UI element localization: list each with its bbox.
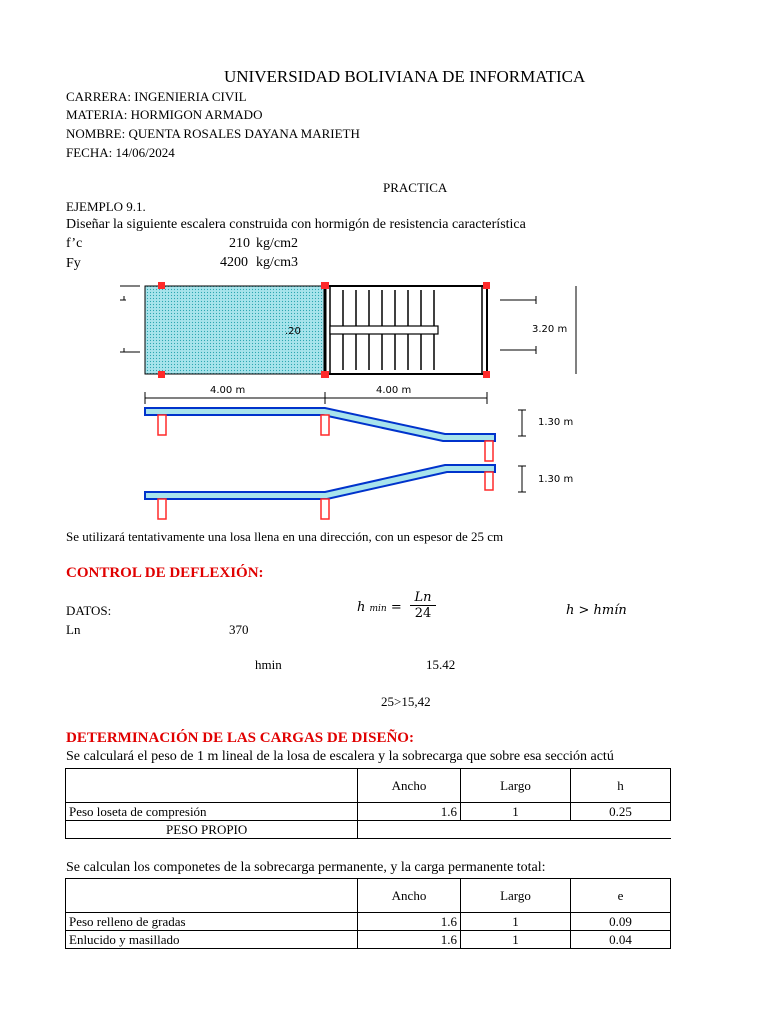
self-weight-table — [65, 768, 671, 839]
formula-hmin: h min = — [357, 600, 402, 615]
header-name: NOMBRE: QUENTA ROSALES DAYANA MARIETH — [66, 126, 360, 141]
table1-corner — [66, 769, 358, 803]
dim-plan-right: 4.00 m — [376, 385, 412, 396]
fc-unit: kg/cm2 — [256, 236, 298, 251]
fy-label: Fy — [66, 256, 81, 271]
hmin-value: 15.42 — [426, 657, 456, 672]
dim-rise-1: 1.30 m — [538, 417, 574, 428]
permanent-load-table — [65, 878, 671, 949]
dim-plan-left: 4.00 m — [210, 385, 246, 396]
dim-rise-2: 1.30 m — [538, 474, 574, 485]
university-title: UNIVERSIDAD BOLIVIANA DE INFORMATICA — [224, 67, 586, 86]
cell-ancho: 1.6 — [358, 931, 461, 949]
dim-thickness: .20 — [285, 326, 301, 337]
header-date: FECHA: 14/06/2024 — [66, 145, 175, 160]
header-career: CARRERA: INGENIERIA CIVIL — [66, 89, 247, 104]
formula-fraction — [410, 590, 436, 621]
fc-value: 210 — [229, 236, 250, 251]
header-subject: MATERIA: HORMIGON ARMADO — [66, 107, 263, 122]
problem-statement: Diseñar la siguiente escalera construida con hormigón de resistencia característica — [66, 217, 526, 232]
ln-value: 370 — [229, 622, 249, 637]
table2-header-largo: Largo — [461, 879, 571, 913]
table-row — [66, 913, 671, 931]
cell-largo: 1 — [461, 913, 571, 931]
plan-view — [120, 282, 576, 404]
stair-drawing — [110, 270, 590, 522]
formula-sub: min — [369, 604, 387, 614]
cell-largo: 1 — [461, 931, 571, 949]
cell-e: 0.09 — [571, 913, 671, 931]
table-row — [66, 821, 671, 839]
deflection-heading: CONTROL DE DEFLEXIÓN: — [66, 565, 264, 581]
table2-header-e: e — [571, 879, 671, 913]
section-view-2 — [145, 465, 573, 519]
cell-largo: 1 — [461, 803, 571, 821]
table2-header-ancho: Ancho — [358, 879, 461, 913]
section-view-1 — [145, 408, 573, 461]
ln-label: Ln — [66, 622, 81, 637]
row-label: Peso relleno de gradas — [66, 913, 358, 931]
row-label: Peso loseta de compresión — [66, 803, 358, 821]
cell-ancho: 1.6 — [358, 913, 461, 931]
hmin-label: hmin — [255, 657, 282, 672]
datos-label: DATOS: — [66, 603, 112, 618]
table-row — [66, 803, 671, 821]
formula-numerator: Ln — [414, 590, 432, 605]
example-label: EJEMPLO 9.1. — [66, 199, 146, 214]
table2-corner — [66, 879, 358, 913]
cell-e: 0.04 — [571, 931, 671, 949]
formula-denominator: 24 — [410, 605, 436, 621]
cell-ancho: 1.6 — [358, 803, 461, 821]
loads-intro: Se calculará el peso de 1 m lineal de la losa de escalera y la sobrecarga que sobre esa sección actú — [66, 749, 614, 764]
cell-h: 0.25 — [571, 803, 671, 821]
condition-formula: h > hmín — [566, 603, 627, 618]
slab-note: Se utilizará tentativamente una losa llena en una dirección, con un espesor de 25 cm — [66, 529, 504, 544]
subtotal-label: PESO PROPIO — [66, 821, 358, 839]
fy-value: 4200 — [220, 255, 248, 270]
table1-header-ancho: Ancho — [358, 769, 461, 803]
table-row — [66, 931, 671, 949]
loads-intro-2: Se calculan los componetes de la sobrecarga permanente, y la carga permanente total: — [66, 860, 546, 875]
fy-unit: kg/cm3 — [256, 255, 298, 270]
formula-lhs: h — [357, 600, 366, 615]
subtotal-value — [358, 821, 671, 839]
dim-width: 3.20 m — [532, 324, 568, 335]
fc-label: f’c — [66, 236, 83, 251]
loads-heading: DETERMINACIÓN DE LAS CARGAS DE DISEÑO: — [66, 730, 414, 746]
row-label: Enlucido y masillado — [66, 931, 358, 949]
check-result: 25>15,42 — [381, 694, 431, 709]
table1-header-largo: Largo — [461, 769, 571, 803]
practice-title: PRACTICA — [383, 180, 448, 195]
table1-header-h: h — [571, 769, 671, 803]
